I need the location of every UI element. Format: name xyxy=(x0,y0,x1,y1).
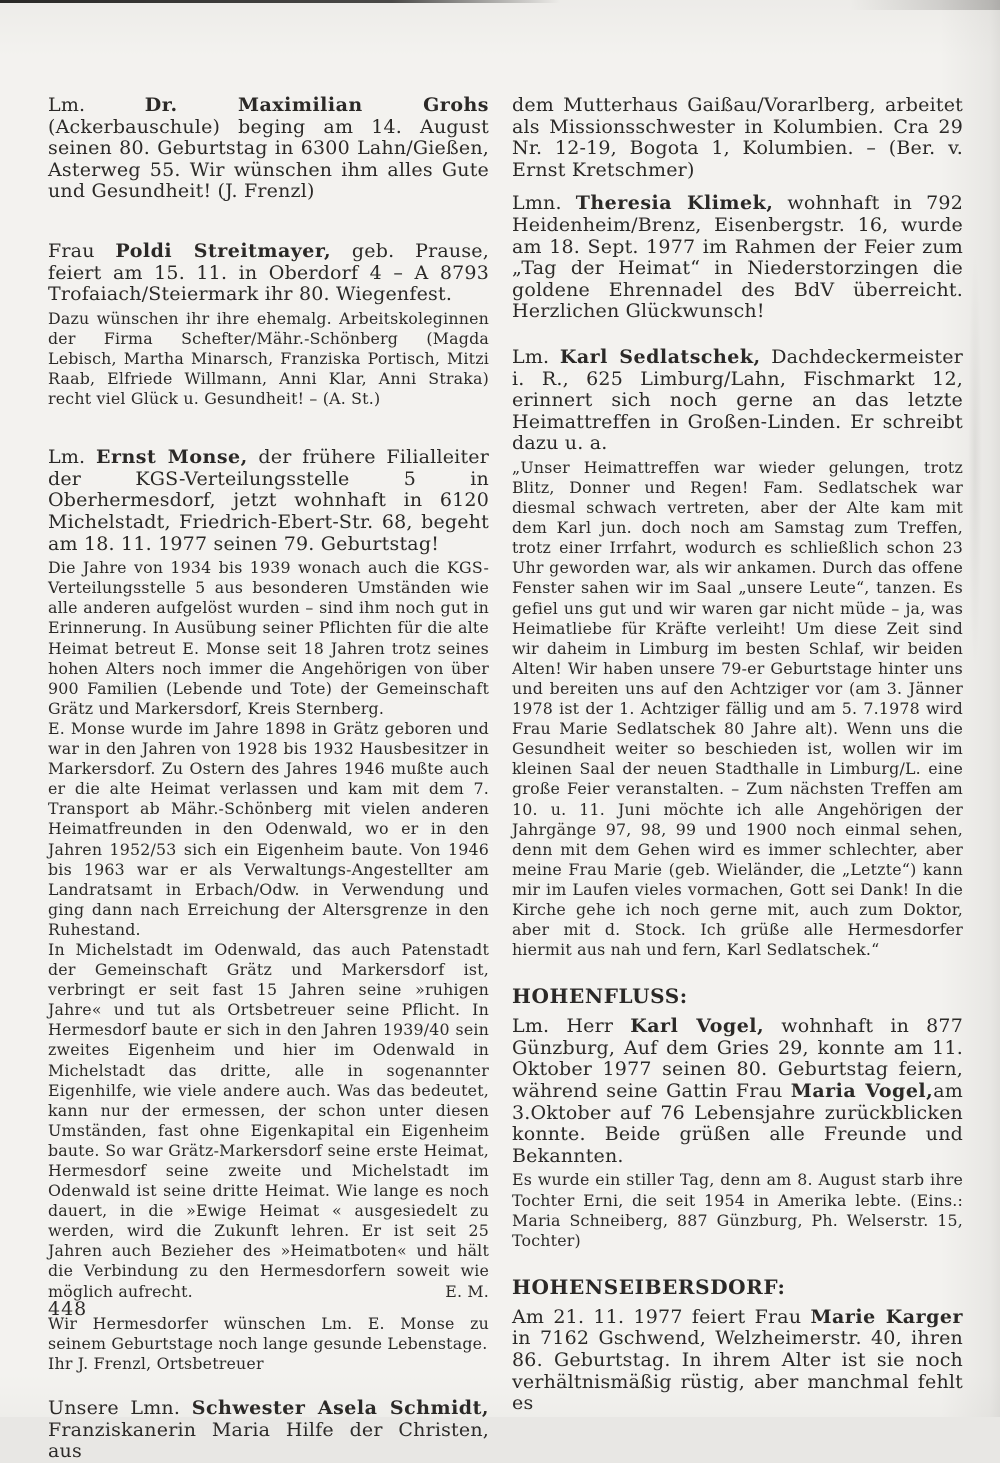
text-run: Lm. Herr xyxy=(512,1015,631,1038)
entry-streitmayer-note xyxy=(48,309,489,409)
text-run: Franziskanerin Maria Hilfe der Christen, aus xyxy=(48,1418,489,1463)
text-run: Dachdeckermeister i. R., 625 Limburg/Lahn, Fischmarkt 12, erinnert sich noch gerne an das letzte Heimattreffen in Großen-Linden. Er schreibt dazu u. a. xyxy=(512,345,963,455)
text-column-right xyxy=(512,95,963,1415)
text-run: Frau xyxy=(48,239,116,262)
page-number: 448 xyxy=(48,1298,88,1320)
text-run: Lm. xyxy=(48,94,145,116)
entry-streitmayer xyxy=(48,241,489,306)
person-name: Schwester Asela Schmidt, xyxy=(191,1396,489,1419)
text-run: E. Monse wurde im Jahre 1898 in Grätz geboren und war in den Jahren von 1928 bis 1932 Hausbesitzer in Markersdorf. Zu Ostern des Jahres 1946 mußte auch er die alte Heimat verlassen und kam mit dem 7. Transport ab Mähr.-Schönberg mit vielen anderen Heimatfreunden in den Odenwald, wo er in den Jahren 1952/53 sich ein Eigenheim baute. Von 1946 bis 1963 war er als Verwaltungs-Angestellter am Landratsamt in Erbach/Odw. in Verwendung und ging dann nach Erreichung der Altersgrenze in den Ruhestand. xyxy=(48,718,489,939)
person-name: Poldi Streitmayer, xyxy=(115,239,332,262)
text-run: HOHENSEIBERSDORF: xyxy=(512,1274,786,1299)
entry-monse xyxy=(48,447,489,555)
text-run: in 7162 Gschwend, Welzheimerstr. 40, ihren 86. Geburtstag. In ihrem Alter ist sie noch verhältnismäßig rüstig, aber manchmal fehlt es xyxy=(512,1327,963,1415)
entry-sedlatschek xyxy=(512,347,963,455)
text-run: Am 21. 11. 1977 feiert Frau xyxy=(512,1305,811,1328)
entry-monse-signature xyxy=(48,1354,489,1374)
person-name: Marie Karger xyxy=(810,1305,963,1328)
text-run: Wir Hermesdorfer wünschen Lm. E. Monse zu seinem Geburtstage noch lange gesunde Lebenstage. xyxy=(48,1313,489,1353)
entry-sedlatschek-letter xyxy=(512,458,963,960)
text-run: Lm. xyxy=(512,345,560,368)
person-name: Dr. Maximilian Grohs xyxy=(144,94,489,116)
person-name: Karl Sedlatschek, xyxy=(559,345,761,368)
text-run: Dazu wünschen ihr ihre ehemalg. Arbeitskoleginnen der Firma Schefter/Mähr.-Schönberg (Magda Lebisch, Martha Minarsch, Franziska Portisch, Mitzi Raab, Elfriede Willmann, Anni Klar, Anni Straka) recht viel Glück u. Gesundheit! – (A. St.) xyxy=(48,308,489,409)
entry-monse-note-2 xyxy=(48,719,489,940)
person-name: Theresia Klimek, xyxy=(575,192,774,215)
text-run: Unsere Lmn. xyxy=(48,1396,192,1419)
text-run: Lmn. xyxy=(512,192,576,215)
text-run: geb. Prause, feiert am 15. 11. in Oberdorf 4 – A 8793 Trofaiach/Steiermark ihr 80. Wiegenfest. xyxy=(48,239,489,306)
text-run: der frühere Filialleiter der KGS-Verteilungsstelle 5 in Oberhermesdorf, jetzt wohnhaft in 6120 Michelstadt, Friedrich-Ebert-Str. 68, begeht am 18. 11. 1977 seinen 79. Geburtstag! xyxy=(48,446,490,555)
person-name: Ernst Monse, xyxy=(95,446,248,469)
text-run: Ihr J. Frenzl, Ortsbetreuer xyxy=(48,1353,264,1373)
entry-monse-wishes xyxy=(48,1314,489,1354)
scan-artifact-top-strip xyxy=(0,0,560,3)
text-run: wohnhaft in 792 Heidenheim/Brenz, Eisenbergstr. 16, wurde am 18. Sept. 1977 im Rahmen der Feier zum „Tag der Heimat“ in Niederstorzingen die goldene Ehrennadel des BdV überreicht. Herzlichen Glückwunsch! xyxy=(512,192,963,323)
section-hohenseibersdorf xyxy=(512,1275,963,1299)
entry-klimek xyxy=(512,193,963,323)
text-run: wohnhaft in 877 Günzburg, Auf dem Gries 29, konnte am 11. Oktober 1977 seinen 80. Geburtstag feiern, während seine Gattin Frau xyxy=(512,1015,964,1103)
text-run: Lm. xyxy=(48,446,96,469)
entry-monse-note-3 xyxy=(48,940,489,1302)
text-run: dem Mutterhaus Gaißau/Vorarlberg, arbeitet als Missionsschwester in Kolumbien. Cra 29 Nr. 12-19, Bogota 1, Kolumbien. – (Ber. v. Ernst Kretschmer) xyxy=(512,94,963,181)
entry-schmidt xyxy=(48,1398,489,1463)
entry-schmidt-continued xyxy=(512,95,963,181)
text-run: „Unser Heimattreffen war wieder gelungen, trotz Blitz, Donner und Regen! Fam. Sedlatschek war diesmal schwach vertreten, aber der Alte kam mit dem Karl jun. doch noch am Samstag zum Treffen, trotz einer Irrfahrt, wodurch es schließlich schon 23 Uhr geworden war, als wir ankamen. Durch das offene Fenster sahen wir im Saal „unsere Leute“, tanzen. Es gefiel uns gut und wir waren gar nicht müde – ja, was Heimatliebe für Kräfte verleiht! Um diese Zeit sind wir daheim in Limburg im besten Schlaf, wir beiden Alten! Wir haben unsere 79-er Geburtstage hinter uns und bereiten uns auf den Achtziger vor (am 3. Jänner 1978 ist der 1. Achtziger fällig und am 5. 7.1978 wird Frau Marie Sedlatschek 80 Jahre alt). Wenn uns die Gesundheit weiter so beschieden ist, wollen wir im kleinen Saal der neuen Stadthalle in Limburg/L. eine große Feier veranstalten. – Zum nächsten Treffen am 10. u. 11. Juni möchte ich alle Angehörigen der Jahrgänge 97, 98, 99 und 1900 noch einmal sehen, denn mit dem Gehen wird es immer schlechter, aber meine Frau Marie (geb. Wieländer, die „Letzte“) kann mir im Laufen vieles vormachen, Gott sei Dank! In die Kirche gehe ich noch gerne mit, auch zum Doktor, aber mit d. Stock. Ich grüße alle Hermesdorfer hiermit aus nah und fern, Karl Sedlatschek.“ xyxy=(512,457,963,960)
text-run: am 3.Oktober auf 76 Lebensjahre zurückblicken konnte. Beide grüßen alle Freunde und Bekannten. xyxy=(512,1080,964,1167)
entry-vogel xyxy=(512,1016,963,1167)
initials-flush-right: E. M. xyxy=(445,1281,489,1301)
scan-artifact-right-shadow xyxy=(968,250,982,670)
text-run: In Michelstadt im Odenwald, das auch Patenstadt der Gemeinschaft Grätz und Markersdorf ist, verbringt er seit fast 15 Jahren seine »ruhigen Jahre« und tut als Ortsbetreuer seine Pflicht. In Hermesdorf baute er sich in den Jahren 1939/40 sein zweites Eigenheim und hier im Odenwald in Michelstadt das dritte, alle in sogenannter Eigenhilfe, wie viele andere auch. Was das bedeutet, kann nur der ermessen, der schon unter diesen Umständen, fast ohne Eigenkapital ein Eigenheim baute. So war Grätz-Markersdorf seine erste Heimat, Hermesdorf seine zweite und Michelstadt im Odenwald ist seine dritte Heimat. Wie lange es noch dauert, in die »Ewige Heimat « ausgesiedelt zu werden, wird die Zukunft lehren. Er ist seit 25 Jahren auch Bezieher des »Heimatboten« und hält die Verbindung zu den Hermesdorfern soweit wie möglich aufrecht. xyxy=(48,939,489,1301)
person-name: Maria Vogel, xyxy=(790,1080,934,1103)
section-hohenfluss xyxy=(512,984,963,1008)
text-column-left xyxy=(48,95,489,1463)
entry-karger xyxy=(512,1307,963,1415)
text-run: (Ackerbauschule) beging am 14. August seinen 80. Geburtstag in 6300 Lahn/Gießen, Asterweg 55. Wir wünschen ihm alles Gute und Gesundheit! (J. Frenzl) xyxy=(48,115,489,203)
entry-monse-note-1 xyxy=(48,558,489,719)
person-name: Karl Vogel, xyxy=(630,1015,765,1038)
entry-grohs xyxy=(48,95,489,203)
text-run: HOHENFLUSS: xyxy=(512,984,688,1009)
entry-vogel-note xyxy=(512,1170,963,1250)
scan-artifact-top-right xyxy=(850,0,1000,10)
text-run: Es wurde ein stiller Tag, denn am 8. August starb ihre Tochter Erni, die seit 1954 in Amerika lebte. (Eins.: Maria Schneiberg, 887 Günzburg, Ph. Welserstr. 15, Tochter) xyxy=(512,1170,963,1250)
text-run: Die Jahre von 1934 bis 1939 wonach auch die KGS-Verteilungsstelle 5 aus besonderen Umständen wie alle anderen aufgelöst wurden – sind ihm noch gut in Erinnerung. In Ausübung seiner Pflichten für die alte Heimat betreut E. Monse seit 18 Jahren trotz seines hohen Alters noch immer die Angehörigen von über 900 Familien (Lebende und Tote) der Gemeinschaft Grätz und Markersdorf, Kreis Sternberg. xyxy=(48,558,489,718)
